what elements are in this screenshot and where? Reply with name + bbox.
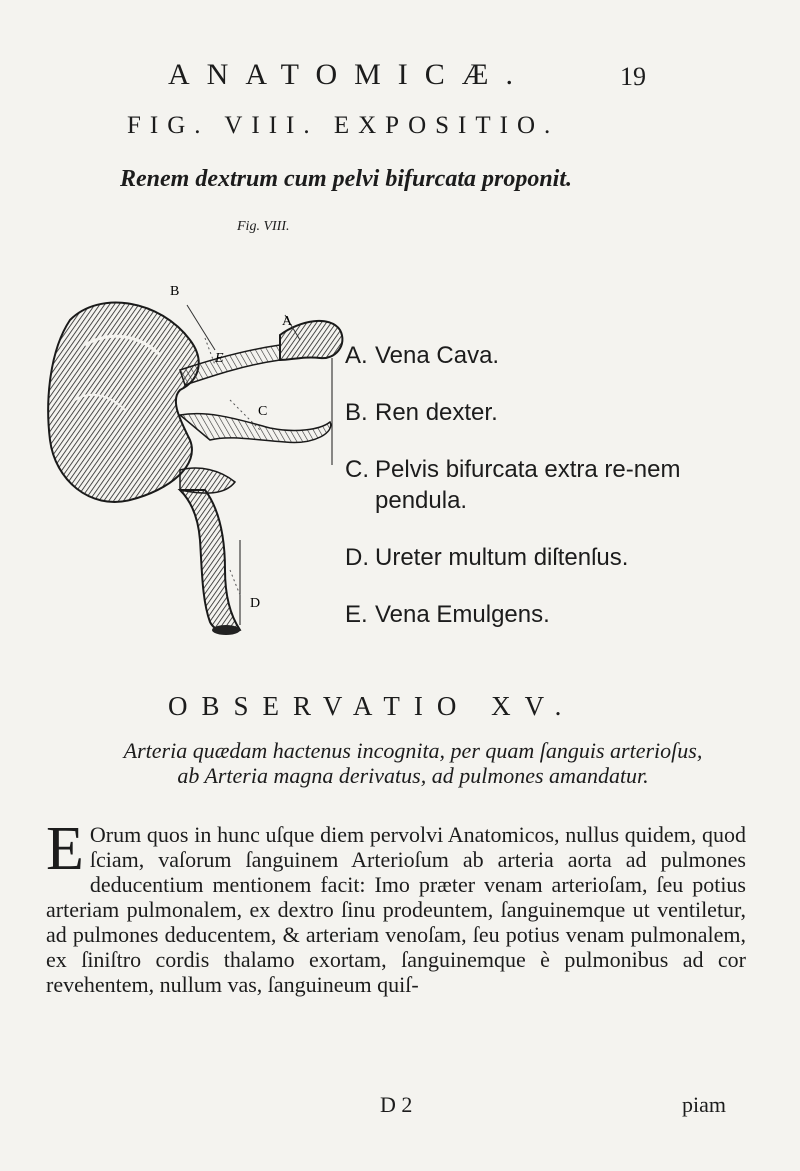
legend-text: Ureter multum diſtenſus.	[375, 544, 629, 571]
legend-key: D.	[345, 544, 369, 571]
observation-body	[46, 815, 746, 997]
legend-item	[345, 397, 765, 428]
page-number: 19	[620, 62, 646, 91]
legend-item	[345, 599, 765, 630]
kidney-shape	[48, 303, 199, 502]
legend-key: C.	[345, 456, 369, 483]
legend-item	[345, 542, 765, 573]
legend-key: A.	[345, 342, 368, 369]
legend-text: Ren dexter.	[375, 399, 498, 426]
figure-subtitle: Renem dextrum cum pelvi bifurcata proponit.	[120, 166, 573, 192]
figure-legend	[345, 340, 765, 656]
label-d: D	[250, 596, 261, 611]
label-c: C	[258, 404, 268, 419]
observation-text: Orum quos in hunc uſque diem pervolvi Anatomicos, nullus quidem, quod ſciam, vaſorum ſanguinem Arterioſum ab arteria aorta ad pulmones deducentium mentionem facit: Imo præter venam arterioſam, ſeu potius arteriam pulmonalem, ex dextro ſinu prodeuntem, ſanguinemque ut ventiletur, ad pulmones deducentem, & arteriam venoſam, ſeu potius venam pulmonalem, ex ſiniſtro cordis thalamo exortam, ſanguinemque è pulmonibus ad cor revehentem, nullum vas, ſanguineum quiſ-	[46, 822, 746, 997]
legend-text: Vena Emulgens.	[375, 601, 550, 628]
legend-key: B.	[345, 399, 368, 426]
legend-item	[345, 340, 765, 371]
observation-title: OBSERVATIO XV.	[168, 691, 576, 721]
legend-text: Pelvis bifurcata extra re-nem pendula.	[375, 456, 681, 514]
legend-item	[345, 454, 765, 516]
legend-key: E.	[345, 601, 368, 628]
label-e: E	[215, 351, 224, 366]
ureter	[180, 490, 240, 632]
drop-cap: E	[46, 815, 84, 883]
figure-caption: Fig. VIII.	[237, 219, 290, 234]
bifurcate-pelvis	[180, 414, 331, 443]
catchword: piam	[682, 1092, 726, 1117]
observation-summary: Arteria quædam hactenus incognita, per quam ſanguis arterioſus, ab Arteria magna derivatus, ad pulmones amandatur.	[123, 738, 703, 788]
kidney-engraving	[30, 250, 360, 660]
running-head: ANATOMICÆ.	[168, 58, 530, 91]
label-b: B	[170, 284, 180, 299]
signature-mark: D 2	[380, 1092, 413, 1117]
legend-text: Vena Cava.	[375, 342, 500, 369]
figure-title: FIG. VIII. EXPOSITIO.	[127, 112, 560, 139]
label-a: A	[282, 314, 293, 329]
